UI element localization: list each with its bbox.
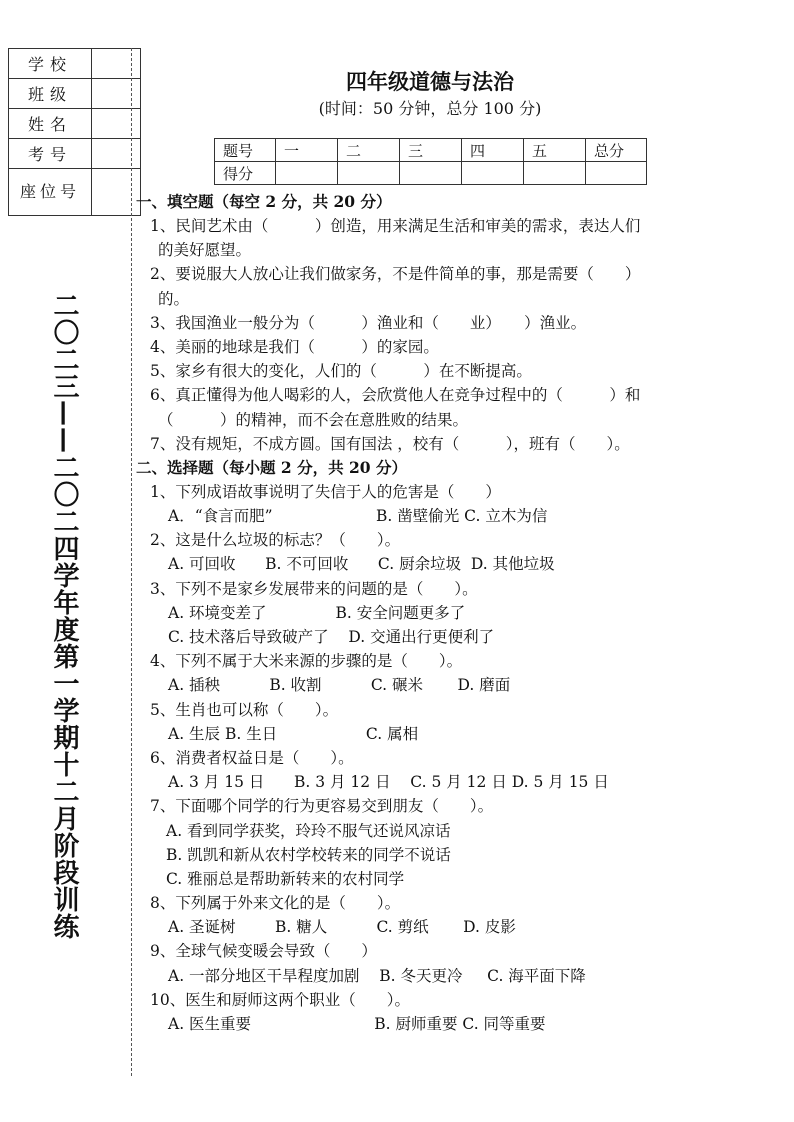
question-line: 3、下列不是家乡发展带来的问题的是（ ）。	[150, 579, 478, 598]
answer-options-line: C. 技术落后导致破产了 D. 交通出行更便利了	[168, 628, 495, 646]
section-heading-multiple-choice: 二、选择题（每小题 2 分，共 20 分）	[136, 457, 407, 477]
page-subtitle: (时间：50 分钟，总分 100 分)	[318, 99, 542, 118]
answer-options-line: A. 3 月 15 日 B. 3 月 12 日 C. 5 月 12 日 D. 5 月 15 日	[168, 773, 609, 792]
info-row	[9, 49, 141, 79]
question-line: 5、生肖也可以称（ ）。	[150, 700, 339, 719]
fill-blank-line: 7、没有规矩，不成方圆。国有国法 ，校有（ ），班有（ ）。	[150, 434, 630, 453]
answer-options-line: A. 环境变差了 B. 安全问题更多了	[168, 603, 466, 622]
info-row	[9, 139, 141, 169]
question-line: 4、下列不属于大米来源的步骤的是（ ）。	[150, 652, 463, 671]
fill-blank-line: 的美好愿望。	[158, 241, 252, 260]
question-line: 8、下列属于外来文化的是（ ）。	[150, 894, 401, 913]
fill-blank-line: 3、我国渔业一般分为（ ）渔业和（ 业） ）渔业。	[150, 313, 587, 332]
score-row-label: 得分	[215, 162, 276, 185]
score-cell[interactable]	[462, 162, 524, 185]
info-value-cell[interactable]	[92, 109, 141, 139]
answer-options-line: A. 看到同学获奖，玲玲不服气还说风凉话	[166, 821, 451, 840]
score-cell[interactable]	[400, 162, 462, 185]
page-title: 四年级道德与法治	[346, 69, 514, 94]
answer-options-line: A．“食言而肥” B. 凿壁偷光 C. 立木为信	[168, 507, 548, 526]
fill-blank-line: 2、要说服大人放心让我们做家务，不是件简单的事，那是需要（ ）	[150, 265, 641, 284]
student-info-table	[8, 48, 141, 216]
info-label: 考号	[9, 139, 92, 169]
info-row	[9, 109, 141, 139]
score-table	[214, 138, 647, 185]
question-line: 10、医生和厨师这两个职业（ ）。	[150, 990, 410, 1009]
info-row	[9, 79, 141, 109]
exam-content	[136, 190, 756, 1036]
info-value-cell[interactable]	[92, 79, 141, 109]
info-row	[9, 169, 141, 216]
info-label: 座位号	[9, 169, 92, 216]
score-cell[interactable]	[276, 162, 338, 185]
question-line: 1、下列成语故事说明了失信于人的危害是（ ）	[150, 482, 501, 501]
question-line: 9、全球气候变暖会导致（ ）	[150, 942, 377, 961]
answer-options-line: C. 雅丽总是帮助新转来的农村同学	[166, 869, 405, 888]
score-header-cell: 三	[400, 139, 462, 162]
info-label: 班级	[9, 79, 92, 109]
answer-options-line: A. 医生重要 B. 厨师重要 C. 同等重要	[168, 1015, 546, 1033]
info-label: 姓名	[9, 109, 92, 139]
score-header-cell: 题号	[215, 139, 276, 162]
question-line: 7、下面哪个同学的行为更容易交到朋友（ ）。	[150, 797, 494, 816]
score-cell[interactable]	[338, 162, 400, 185]
question-line: 2、这是什么垃圾的标志？（ ）。	[150, 531, 401, 550]
fill-blank-line: （ ）的精神，而不会在意胜败的结果。	[158, 410, 469, 429]
answer-options-line: A. 圣诞树 B. 糖人 C. 剪纸 D. 皮影	[168, 918, 516, 937]
section-heading-fill-blank: 一、填空题（每空 2 分，共 20 分）	[136, 192, 392, 211]
answer-options-line: A. 生辰 B. 生日 C. 属相	[168, 724, 419, 743]
score-header-cell: 一	[276, 139, 338, 162]
fill-blank-line: 6、真正懂得为他人喝彩的人，会欣赏他人在竞争过程中的（ ）和	[150, 386, 641, 405]
score-header-cell: 四	[462, 139, 524, 162]
score-header-cell: 二	[338, 139, 400, 162]
question-line: 6、消费者权益日是（ ）。	[150, 748, 354, 767]
score-header-cell: 五	[524, 139, 586, 162]
answer-options-line: B. 凯凯和新从农村学校转来的同学不说话	[166, 845, 451, 864]
vertical-exam-title: 二〇二三——二〇二四学年度第一学期十二月阶段训练	[49, 292, 79, 940]
fill-blank-line: 5、家乡有很大的变化，人们的（ ）在不断提高。	[150, 362, 532, 381]
answer-options-line: A. 一部分地区干旱程度加剧 B. 冬天更冷 C. 海平面下降	[168, 966, 586, 985]
score-cell[interactable]	[586, 162, 647, 185]
fill-blank-line: 的。	[158, 289, 190, 308]
info-value-cell[interactable]	[92, 139, 141, 169]
fill-blank-line: 4、美丽的地球是我们（ ）的家园。	[150, 337, 439, 356]
info-value-cell[interactable]	[92, 49, 141, 79]
score-cell[interactable]	[524, 162, 586, 185]
fill-blank-line: 1、民间艺术由（ ）创造，用来满足生活和审美的需求，表达人们	[150, 217, 641, 235]
info-label: 学校	[9, 49, 92, 79]
binding-dashed-line	[131, 48, 132, 1076]
score-header-cell: 总分	[586, 139, 647, 162]
info-value-cell[interactable]	[92, 169, 141, 216]
answer-options-line: A. 可回收 B. 不可回收 C. 厨余垃圾 D. 其他垃圾	[168, 555, 555, 574]
answer-options-line: A. 插秧 B. 收割 C. 碾米 D. 磨面	[168, 676, 511, 695]
